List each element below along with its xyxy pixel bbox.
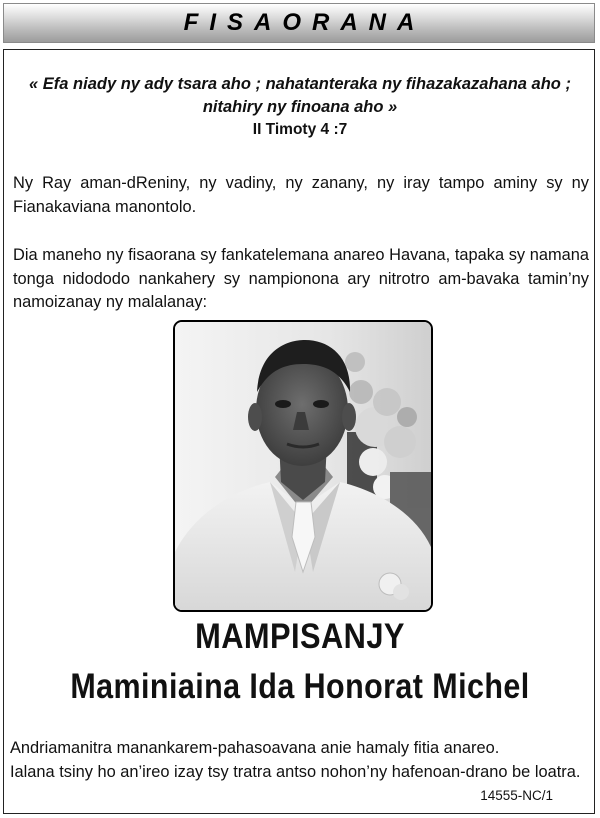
ad-reference-code: 14555-NC/1 <box>480 788 553 803</box>
portrait-illustration <box>175 322 431 610</box>
bible-verse: « Efa niady ny ady tsara aho ; nahatanteraka ny fihazakazahana aho ; nitahiry ny finoana aho » <box>29 75 571 116</box>
verse-reference: II Timoty 4 :7 <box>252 121 348 138</box>
deceased-given-names: Maminiaina Ida Honorat Michel <box>70 667 530 706</box>
deceased-portrait-photo <box>173 320 433 612</box>
deceased-surname: MAMPISANJY <box>195 617 405 656</box>
closing-apology: Ialana tsiny ho an’ireo izay tsy tratra antso nohon’ny hafenoan-drano be loatra. <box>10 763 581 781</box>
thanks-paragraph: Dia maneho ny fisaorana sy fankatelemana anareo Havana, tapaka sy namana tonga nidododo nankahery sy nampionona ary nitrotro am-bavaka tamin’ny namoizanay ny malalanay: <box>13 246 589 311</box>
family-paragraph: Ny Ray aman-dReniny, ny vadiny, ny zanany, ny iray tampo aminy sy ny Fianakaviana manontolo. <box>13 174 589 216</box>
header-title: FISAORANA <box>183 9 426 36</box>
closing-blessing: Andriamanitra manankarem-pahasoavana anie hamaly fitia anareo. <box>10 739 500 757</box>
header-banner <box>3 3 595 43</box>
